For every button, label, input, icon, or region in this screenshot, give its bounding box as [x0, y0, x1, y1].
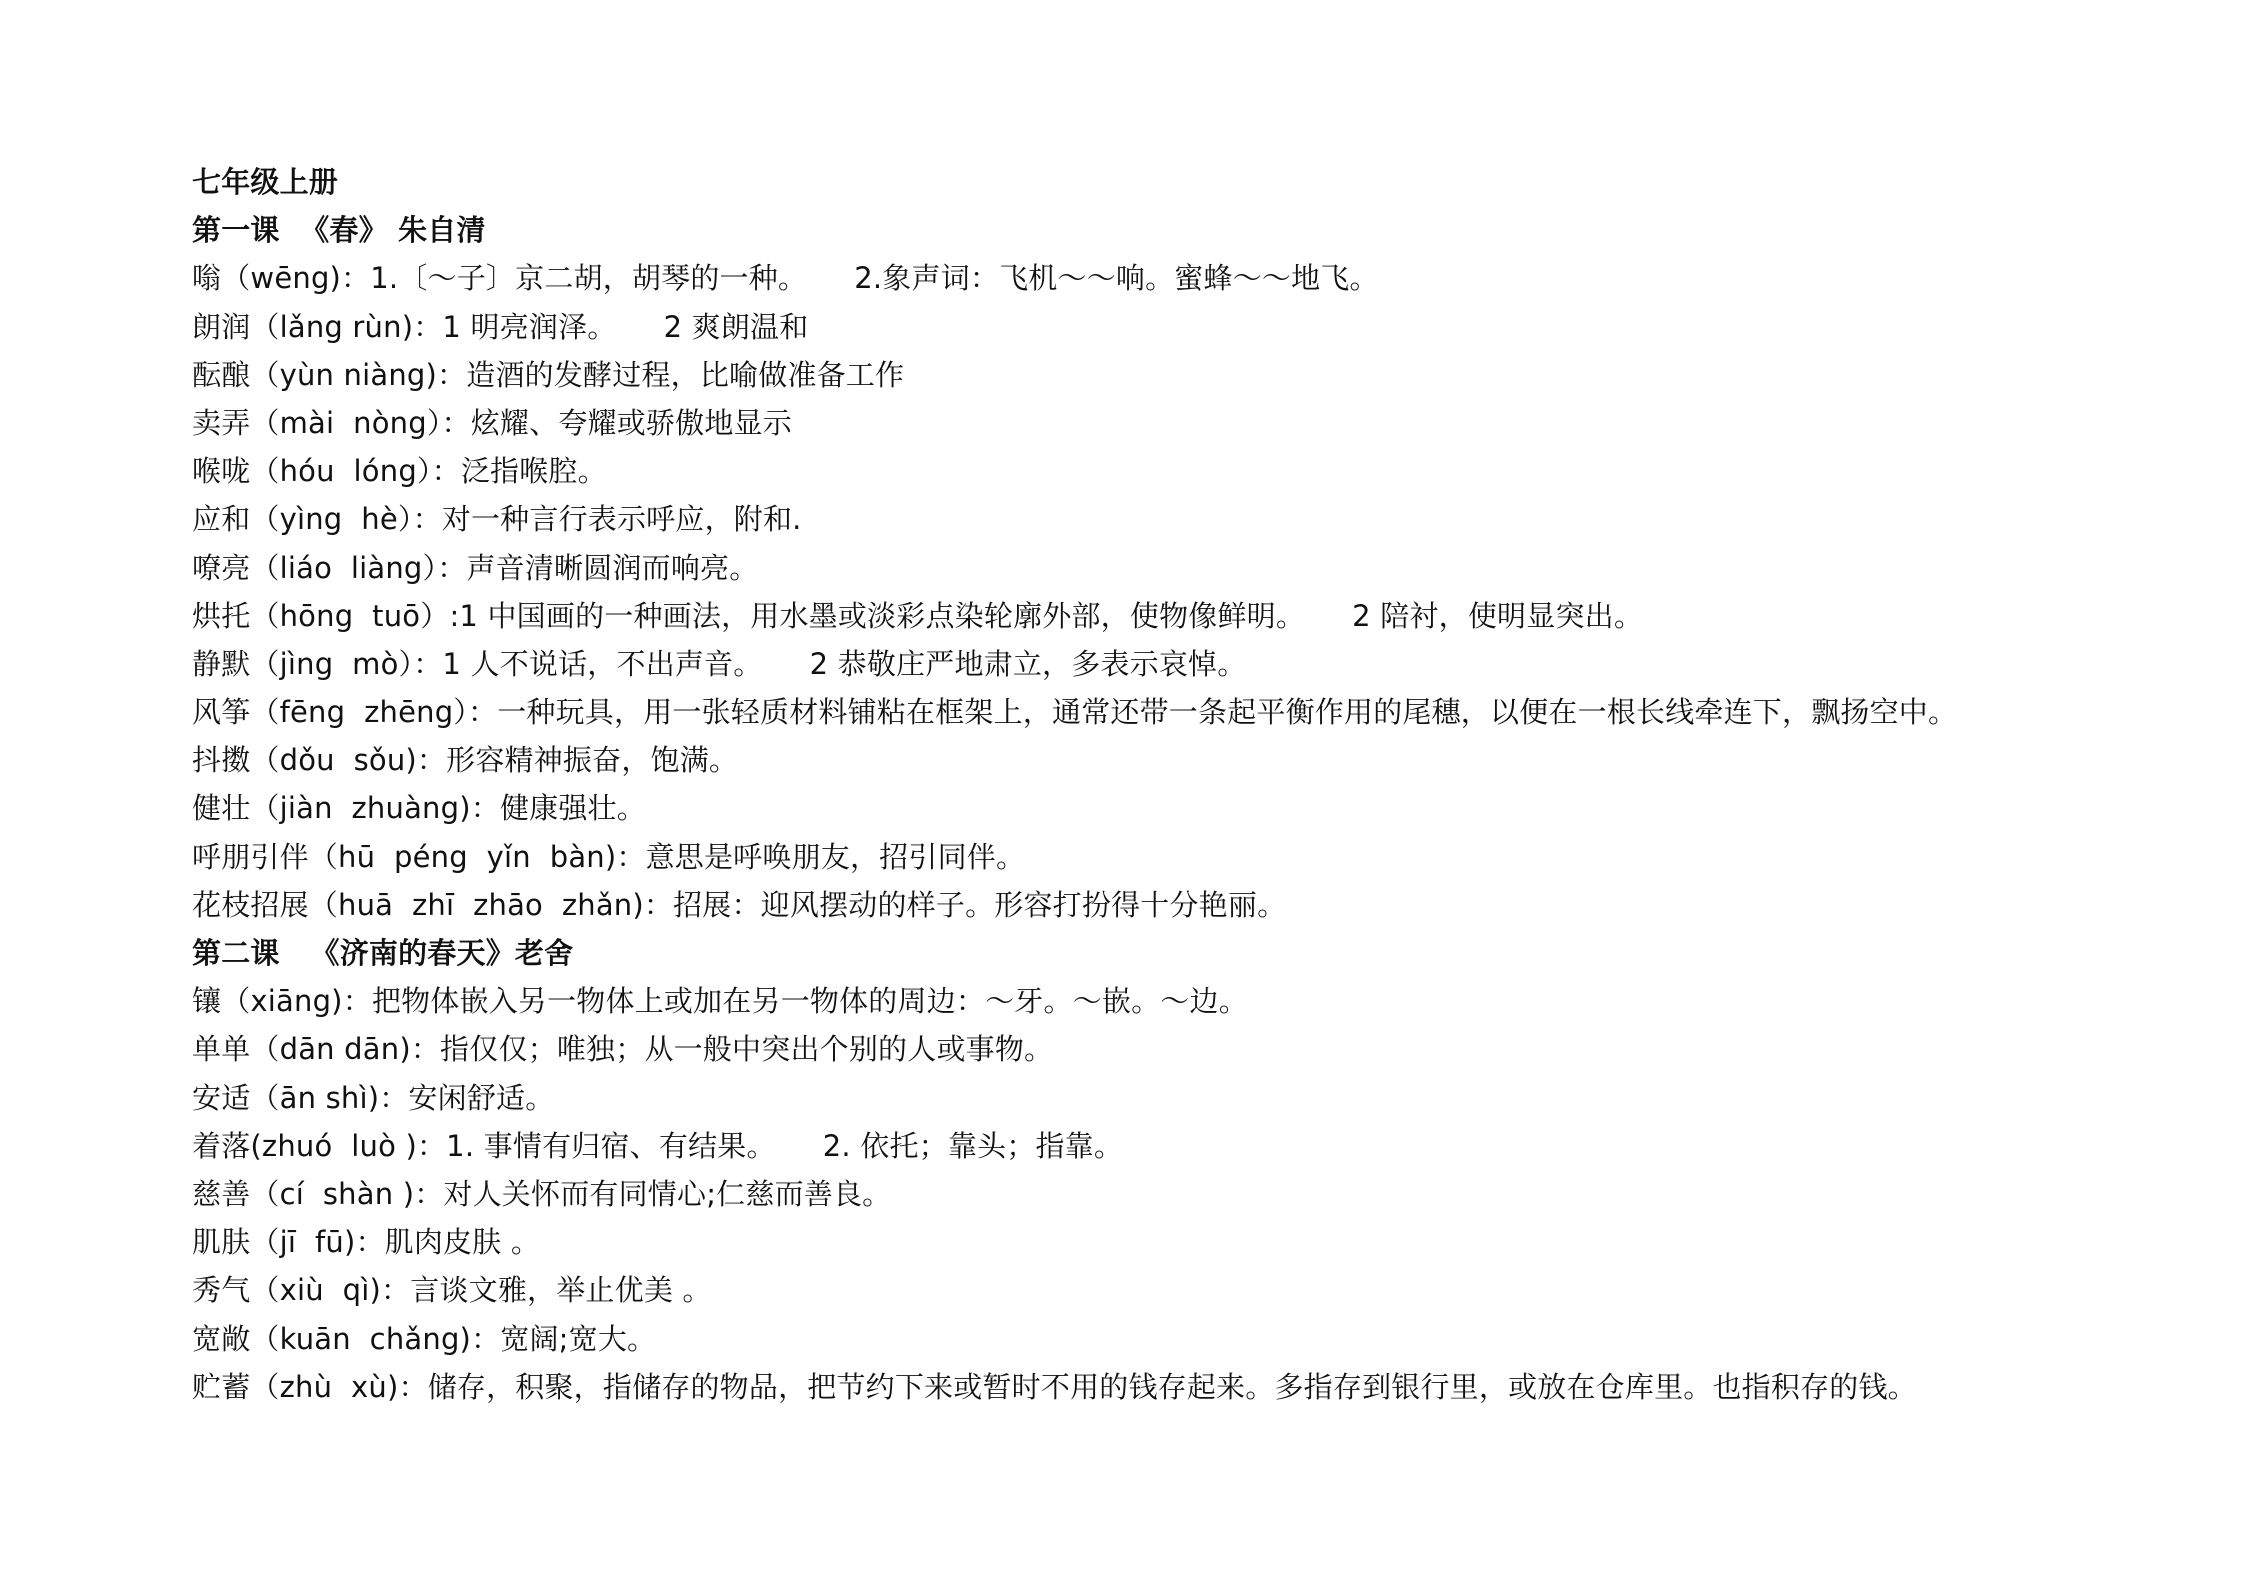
- vocab-entry: 嘹亮（liáo liàng）：声音清晰圆润而响亮。: [192, 550, 759, 585]
- vocab-entry: 秀气（xiù qì)：言谈文雅，举止优美 。: [192, 1273, 712, 1308]
- vocab-entry: 贮蓄（zhù xù)：储存，积聚，指储存的物品，把节约下来或暂时不用的钱存起来。多指存到银行里，或放在仓库里。也指积存的钱。: [192, 1369, 1917, 1404]
- vocab-entry: 喉咙（hóu lóng）：泛指喉腔。: [192, 454, 607, 489]
- vocab-entry: 肌肤（jī fū)：肌肉皮肤 。: [192, 1225, 541, 1260]
- vocab-entry: 应和（yìng hè）：对一种言行表示呼应，附和.: [192, 502, 802, 537]
- vocab-entry: 嗡（wēng)：1.〔～子〕京二胡，胡琴的一种。 2.象声词：飞机～～响。蜜蜂～～地飞。: [192, 261, 1379, 296]
- vocab-entry: 慈善（cí shàn )：对人关怀而有同情心;仁慈而善良。: [192, 1176, 892, 1211]
- document-page: [192, 158, 2222, 1411]
- vocab-entry: 安适（ān shì)：安闲舒适。: [192, 1080, 555, 1115]
- vocab-entry: 抖擞（dǒu sǒu)：形容精神振奋，饱满。: [192, 743, 739, 778]
- lesson-section: [192, 929, 2222, 1411]
- vocab-entry: 卖弄（mài nòng）：炫耀、夸耀或骄傲地显示: [192, 405, 792, 440]
- vocab-entry: 静默（jìng mò）：1 人不说话，不出声音。 2 恭敬庄严地肃立，多表示哀悼。: [192, 646, 1247, 681]
- vocab-entry: 烘托（hōng tuō）:1 中国画的一种画法，用水墨或淡彩点染轮廓外部，使物像鲜明。 2 陪衬，使明显突出。: [192, 598, 1644, 633]
- vocab-entry: 着落(zhuó luò )：1. 事情有归宿、有结果。 2. 依托；靠头；指靠。: [192, 1128, 1124, 1163]
- vocab-entry: 花枝招展（huā zhī zhāo zhǎn)：招展：迎风摆动的样子。形容打扮得十分艳丽。: [192, 887, 1287, 922]
- vocab-entry: 呼朋引伴（hū péng yǐn bàn)：意思是呼唤朋友，招引同伴。: [192, 839, 1026, 874]
- vocab-entry: 朗润（lǎng rùn)：1 明亮润泽。 2 爽朗温和: [192, 309, 809, 344]
- document-title: 七年级上册: [192, 165, 339, 199]
- lesson-heading: 第一课 《春》 朱自清: [192, 213, 486, 248]
- vocab-entry: 单单（dān dān)：指仅仅；唯独；从一般中突出个别的人或事物。: [192, 1032, 1054, 1067]
- vocab-entry: 宽敞（kuān chǎng)：宽阔;宽大。: [192, 1321, 657, 1356]
- vocab-entry: 健壮（jiàn zhuàng)：健康强壮。: [192, 791, 646, 826]
- lesson-section: [192, 206, 2222, 929]
- vocab-entry: 风筝（fēng zhēng）：一种玩具，用一张轻质材料铺粘在框架上，通常还带一条起平衡作用的尾穗，以便在一根长线牵连下，飘扬空中。: [192, 695, 1958, 730]
- vocab-entry: 镶（xiāng)：把物体嵌入另一物体上或加在另一物体的周边：～牙。～嵌。～边。: [192, 984, 1248, 1019]
- lesson-heading: 第二课 《济南的春天》老舍: [192, 936, 574, 970]
- vocab-entry: 酝酿（yùn niàng)：造酒的发酵过程，比喻做准备工作: [192, 357, 905, 392]
